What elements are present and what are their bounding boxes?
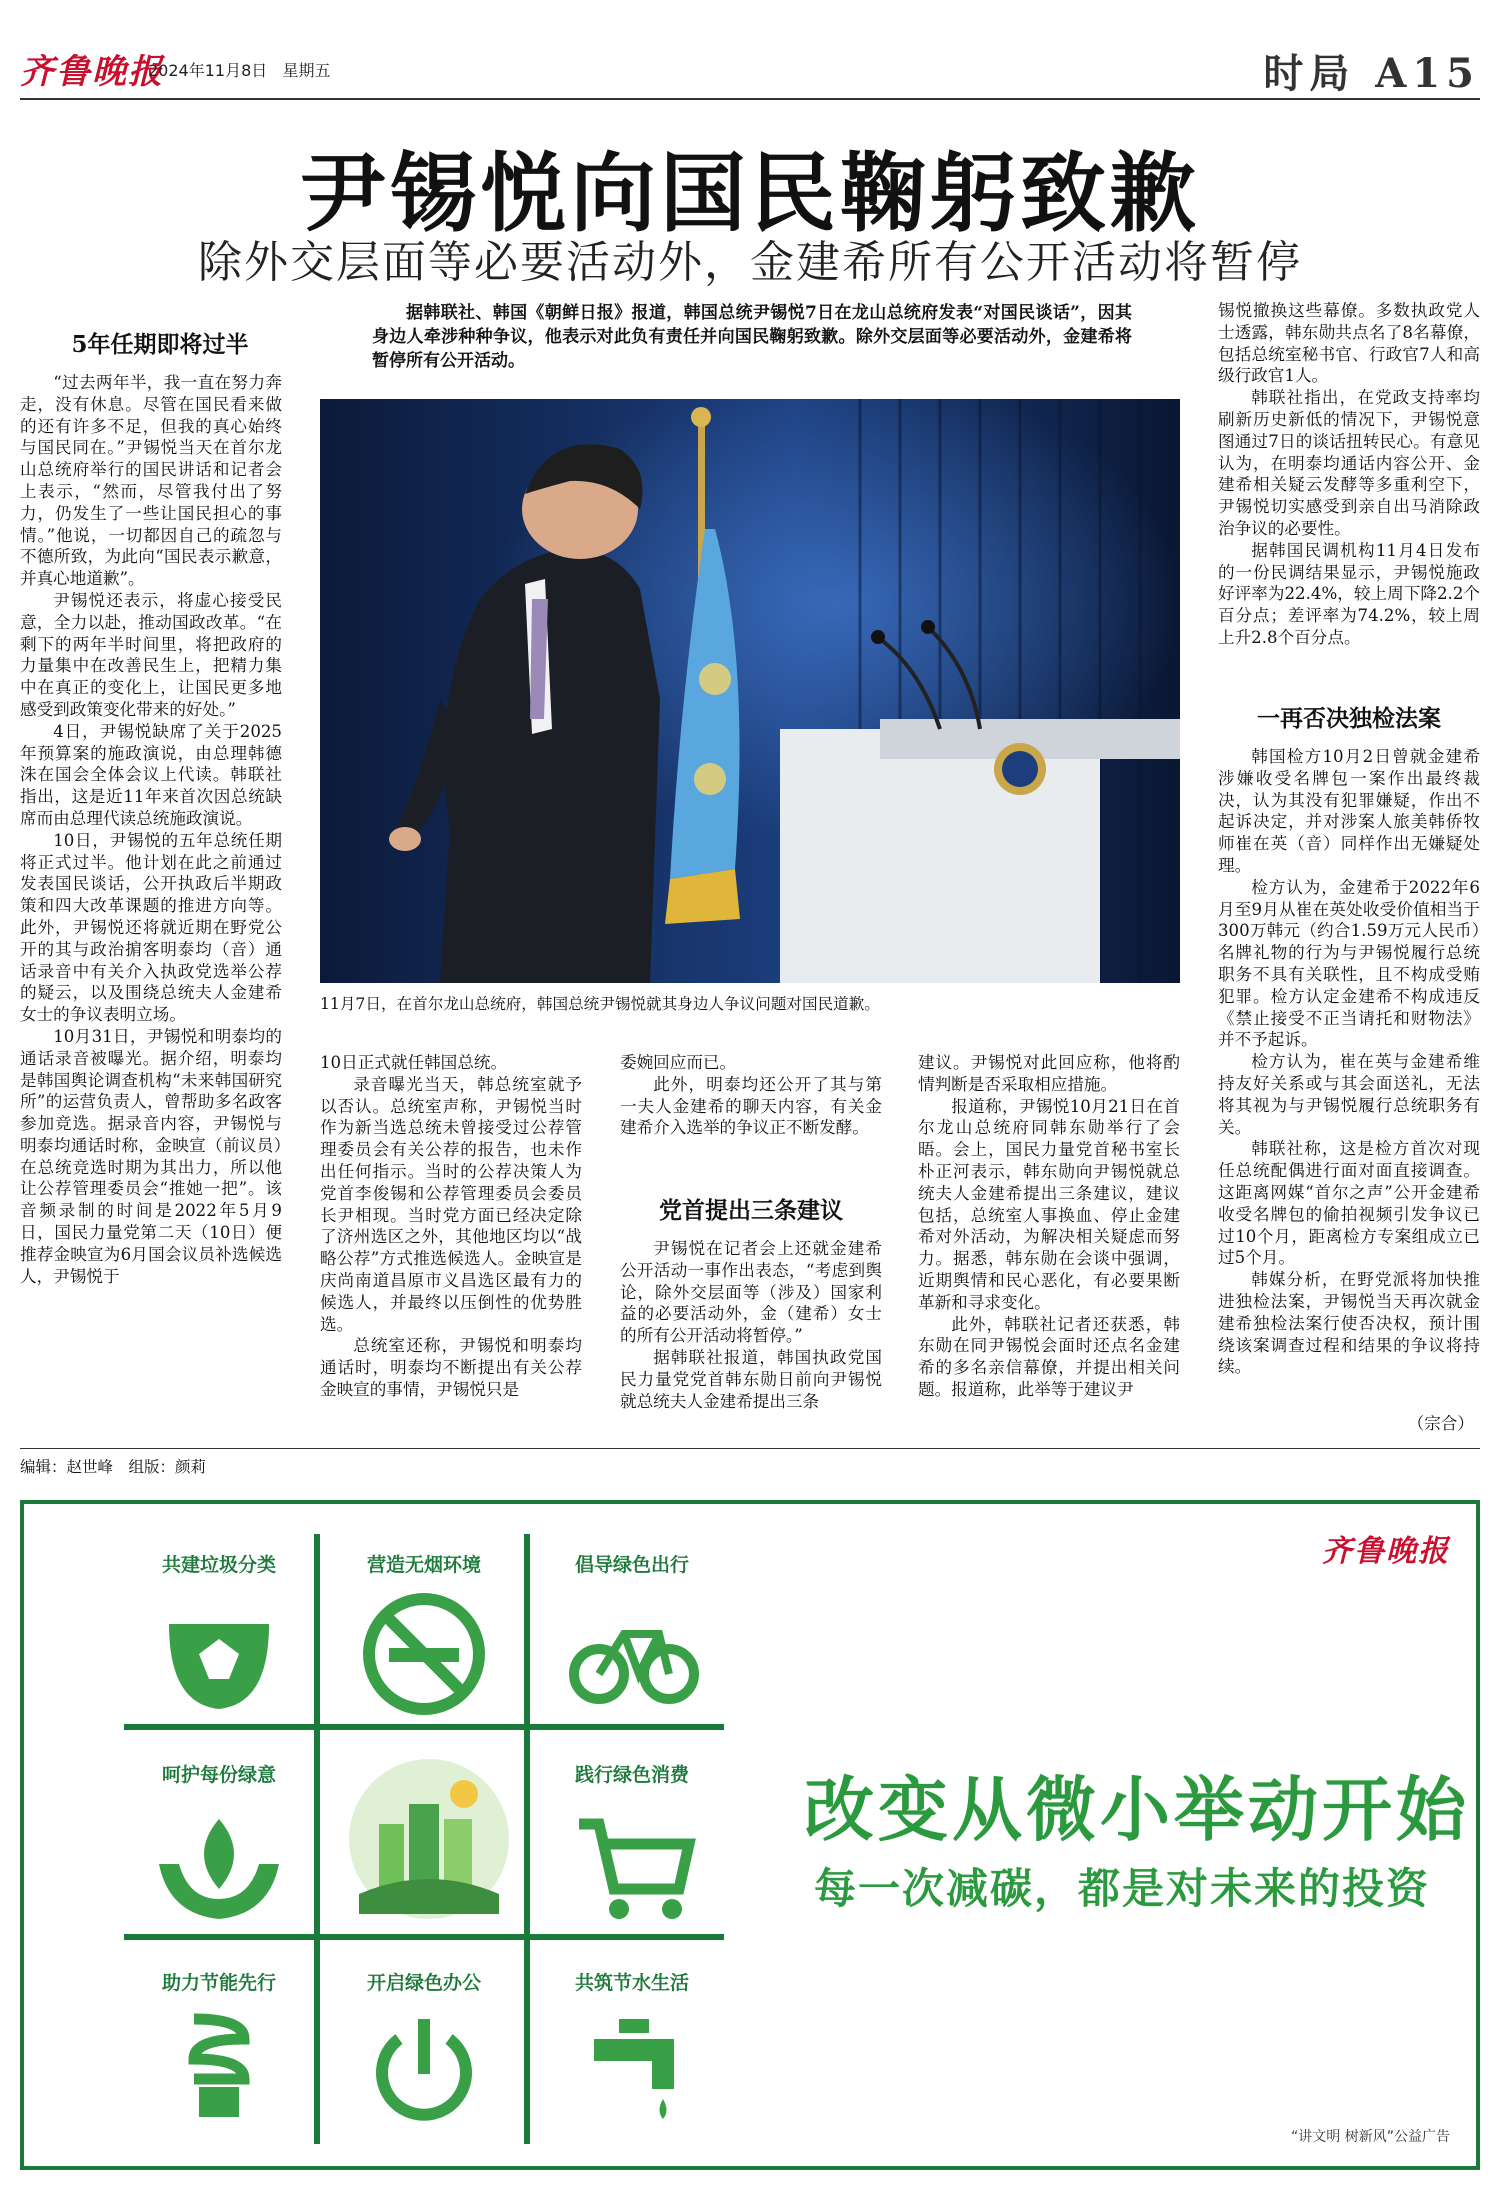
article-column-5 [1218, 300, 1480, 649]
paragraph: 报道称，尹锡悦10月21日在首尔龙山总统府同韩东勋举行了会晤。会上，国民力量党首秘书室长朴正河表示，韩东勋向尹锡悦就总统夫人金建希提出三条建议，建议包括，总统室人事换血、停止金建希对外活动，为解决相关疑虑而努力。据悉，韩东勋在会谈中强调，近期舆情和民心恶化，有必要果断革新和寻求变化。 [918, 1096, 1180, 1312]
hands-protecting-plant-icon [149, 1794, 289, 1934]
section-title-2: 党首提出三条建议 [659, 1197, 843, 1224]
green-city-illustration-icon [344, 1754, 514, 1924]
grid-line [314, 1534, 320, 2144]
ad-slogan: 改变从微小举动开始 [804, 1768, 1470, 1851]
article-column-2 [320, 1052, 582, 1401]
photo-caption: 11月7日，在首尔龙山总统府，韩国总统尹锡悦就其身边人争议问题对国民道歉。 [320, 995, 880, 1013]
ad-cell-title: 共筑节水生活 [574, 1972, 689, 1994]
ad-cell-title: 助力节能先行 [161, 1972, 276, 1994]
paragraph: 10月31日，尹锡悦和明泰均的通话录音被曝光。据介绍，明泰均是韩国舆论调查机构“未来韩国研究所”的运营负责人，曾帮助多名政客参加竞选。据录音内容，尹锡悦与明泰均通话时称，金映宣（前议员）在总统竞选时期为其出力，所以他让公荐管理委员会“推她一把”。该音频录制的时间是2022年5月9日，国民力量党第二天（10日）便推荐金映宣为6月国会议员补选候选人，尹锡悦于 [20, 1026, 282, 1286]
article-column-4 [918, 1052, 1180, 1401]
paragraph: 韩联社称，这是检方首次对现任总统配偶进行面对面直接调查。这距离网媒“首尔之声”公开金建希收受名牌包的偷拍视频引发争议已过10个月，距离检方专案组成立已过5个月。 [1218, 1139, 1480, 1268]
article-photo [320, 399, 1180, 983]
article-column-1 [20, 372, 282, 1287]
editor-credits: 编辑：赵世峰 组版：颜莉 [20, 1458, 207, 1476]
paragraph: 4日，尹锡悦缺席了关于2025年预算案的施政演说，由总理韩德洙在国会全体会议上代读。韩联社指出，这是近11年来首次因总统缺席而由总理代读总统施政演说。 [20, 721, 282, 828]
ad-cell-title: 开启绿色办公 [366, 1972, 481, 1994]
article-column-5b [1218, 746, 1480, 1378]
ad-subslogan: 每一次减碳，都是对未来的投资 [814, 1864, 1431, 1913]
paragraph: 此外，韩联社记者还获悉，韩东勋在同尹锡悦会面时还点名金建希的多名亲信幕僚，并提出相关问题。报道称，此举等于建议尹 [918, 1314, 1180, 1399]
public-service-ad [20, 1500, 1480, 2170]
power-button-icon [354, 1999, 494, 2139]
grid-line [124, 1724, 724, 1730]
paragraph: 10日，尹锡悦的五年总统任期将正式过半。他计划在此之前通过发表国民谈话，公开执政后半期政策和四大改革课题的推进方向等。此外，尹锡悦还将就近期在野党公开的其与政治掮客明泰均（音）通话录音中有关介入执政党选举公荐的疑云，以及围绕总统夫人金建希女士的争议表明立场。 [20, 830, 282, 1025]
energy-saving-bulb-icon [149, 1999, 289, 2139]
footer-rule [20, 1448, 1480, 1449]
ad-cell-title: 共建垃圾分类 [161, 1554, 276, 1576]
paragraph: 10日正式就任韩国总统。 [320, 1053, 508, 1072]
paragraph: 录音曝光当天，韩总统室就予以否认。总统室声称，尹锡悦当时作为新当选总统未曾接受过公荐管理委员会有关公荐的报告，也未作出任何指示。当时的公荐决策人为党首李俊锡和公荐管理委员会委员长尹相现。当时党方面已经决定除了济州选区之外，其他地区均以“战略公荐”方式推选候选人。金映宣是庆尚南道昌原市义昌选区最有力的候选人，并最终以压倒性的优势胜选。 [320, 1074, 582, 1334]
section-title-1: 5年任期即将过半 [71, 331, 249, 358]
article-subhead: 除外交层面等必要活动外，金建希所有公开活动将暂停 [198, 237, 1302, 288]
ad-cell-title: 践行绿色消费 [574, 1764, 689, 1786]
paragraph: 据韩联社报道，韩国执政党国民力量党党首韩东勋日前向尹锡悦就总统夫人金建希提出三条 [620, 1347, 882, 1411]
article-byline: （宗合） [1407, 1414, 1474, 1433]
trash-sorting-icon [149, 1584, 289, 1724]
water-tap-icon [564, 1999, 704, 2139]
section-title-3: 一再否决独检法案 [1257, 705, 1441, 732]
ad-cell-title: 呵护每份绿意 [161, 1764, 276, 1786]
paragraph: 尹锡悦还表示，将虚心接受民意，全力以赴，推动国政改革。“在剩下的两年半时间里，将把政府的力量集中在改善民生上，把精力集中在真正的变化上，让国民更多地感受到政策变化带来的好处。” [20, 590, 282, 719]
paragraph: “过去两年半，我一直在努力奔走，没有休息。尽管在国民看来做的还有许多不足，但我的真心始终与国民同在。”尹锡悦当天在首尔龙山总统府举行的国民讲话和记者会上表示，“然而，尽管我付出了努力，仍发生了一些让国民担心的事情。”他说，一切都因自己的疏忽与不德所致，为此向“国民表示歉意，并真心地道歉”。 [20, 373, 282, 589]
section-name: 时局 [1263, 50, 1356, 97]
paragraph: 尹锡悦在记者会上还就金建希公开活动一事作出表态，“考虑到舆论，除外交层面等（涉及）国家利益的必要活动外，金（建希）女士的所有公开活动将暂停。” [620, 1239, 882, 1346]
ad-cell-title: 营造无烟环境 [366, 1554, 481, 1576]
president-bowing-photo [320, 399, 1180, 983]
paragraph: 锡悦撤换这些幕僚。多数执政党人士透露，韩东勋共点名了8名幕僚，包括总统室秘书官、行政官7人和高级行政官1人。 [1218, 301, 1480, 386]
page-label [1263, 42, 1480, 99]
paragraph: 韩国检方10月2日曾就金建希涉嫌收受名牌包一案作出最终裁决，认为其没有犯罪嫌疑，作出不起诉决定，并对涉案人旅美韩侨牧师崔在英（音）同样作出无嫌疑处理。 [1218, 747, 1480, 875]
paragraph: 韩联社指出，在党政支持率均刷新历史新低的情况下，尹锡悦意图通过7日的谈话扭转民心。有意见认为，在明泰均通话内容公开、金建希相关疑云发酵等多重利空下，尹锡悦切实感受到亲自出马消除政治争议的必要性。 [1218, 388, 1480, 538]
masthead-rule [20, 98, 1480, 100]
paragraph: 建议。尹锡悦对此回应称，他将酌情判断是否采取相应措施。 [918, 1053, 1180, 1094]
newspaper-logo: 齐鲁晚报 [20, 52, 164, 92]
paragraph: 检方认为，崔在英与金建希维持友好关系或与其会面送礼，无法将其视为与尹锡悦履行总统职务有关。 [1218, 1052, 1480, 1137]
paragraph: 检方认为，金建希于2022年6月至9月从崔在英处收受价值相当于300万韩元（约合1.59万元人民币）名牌礼物的行为与尹锡悦履行总统职务不具有关联性，且不构成受贿犯罪。检方认定金建希不构成违反《禁止接受不正当请托和财物法》并不予起诉。 [1218, 877, 1480, 1050]
shopping-cart-icon [564, 1794, 704, 1934]
ad-cell-title: 倡导绿色出行 [574, 1554, 689, 1576]
no-smoking-icon [354, 1584, 494, 1724]
page-number: A15 [1375, 50, 1480, 97]
paragraph: 据韩国民调机构11月4日发布的一份民调结果显示，尹锡悦施政好评率为22.4%，较上周下降2.2个百分点；差评率为74.2%，较上周上升2.8个百分点。 [1218, 540, 1480, 647]
ad-footer: “讲文明 树新风”公益广告 [1291, 2129, 1450, 2145]
paragraph: 韩媒分析，在野党派将加快推进独检法案，尹锡悦当天再次就金建希独检法案行使否决权，预计围绕该案调查过程和结果的争议将持续。 [1218, 1270, 1480, 1377]
issue-weekday: 星期五 [282, 61, 331, 80]
article-headline: 尹锡悦向国民鞠躬致歉 [300, 143, 1200, 244]
grid-line [524, 1534, 530, 2144]
paragraph: 委婉回应而已。 [620, 1053, 737, 1072]
paragraph: 总统室还称，尹锡悦和明泰均通话时，明泰均不断提出有关公荐金映宣的事情，尹锡悦只是 [320, 1336, 582, 1399]
ad-newspaper-logo: 齐鲁晚报 [1322, 1534, 1450, 1569]
masthead-date [148, 58, 331, 81]
paragraph: 此外，明泰均还公开了其与第一夫人金建希的聊天内容，有关金建希介入选举的争议正不断发酵。 [620, 1074, 882, 1138]
article-lede: 据韩联社、韩国《朝鲜日报》报道，韩国总统尹锡悦7日在龙山总统府发表“对国民谈话”，因其身边人牵涉种种争议，他表示对此负有责任并向国民鞠躬致歉。除外交层面等必要活动外，金建希将暂停所有公开活动。 [372, 303, 1132, 371]
bicycle-icon [564, 1584, 704, 1724]
issue-date: 2024年11月8日 [148, 61, 268, 80]
article-column-3 [620, 1052, 882, 1139]
grid-line [124, 1934, 724, 1940]
article-column-3b [620, 1238, 882, 1412]
